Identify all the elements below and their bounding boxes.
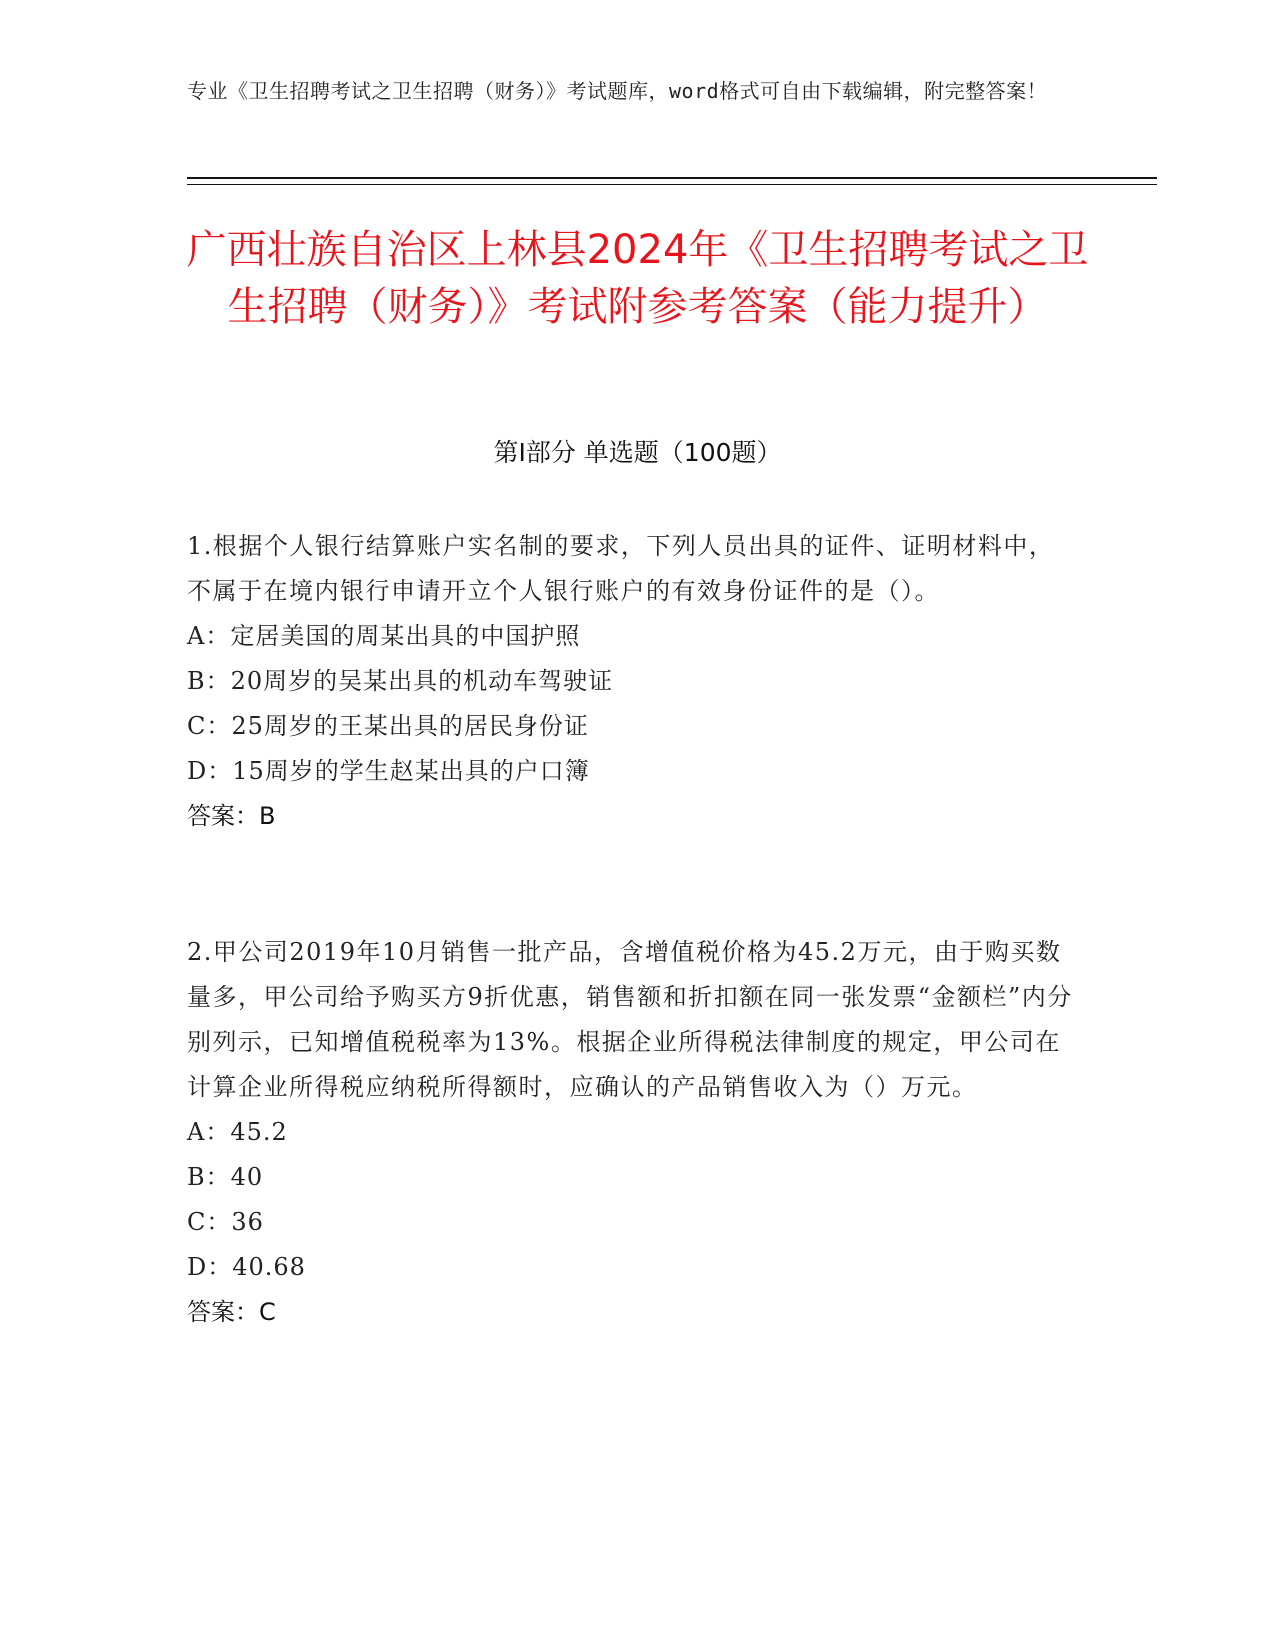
option-b: B：20周岁的吴某出具的机动车驾驶证 [187,667,614,695]
option-d: D：15周岁的学生赵某出具的户口簿 [187,757,590,785]
option-d: D：40.68 [187,1253,306,1281]
option-c: C：25周岁的王某出具的居民身份证 [187,712,589,740]
option-b: B：40 [187,1163,264,1191]
section-heading: 第Ⅰ部分 单选题（100题） [493,438,782,467]
question-stem: 2.甲公司2019年10月销售一批产品，含增值税价格为45.2万元，由于购买数量多，甲公司给予购买方9折优惠，销售额和折扣额在同一张发票“金额栏”内分别列示，已知增值税税率为13%。根据企业所得税法律制度的规定，甲公司在计算企业所得税应纳税所得额时，应确认的产品销售收入为（）万元。 [187,938,1073,1101]
document-title: 广西壮族自治区上林县2024年《卫生招聘考试之卫生招聘（财务）》考试附参考答案（能力提升） [186,227,1089,330]
option-a: A：45.2 [187,1118,288,1146]
option-c: C：36 [187,1208,264,1236]
answer: 答案：C [187,1298,276,1326]
header-rule-thick [187,177,1157,179]
header-rule-thin [187,184,1157,185]
question-1 [187,524,1077,839]
question-2 [187,930,1077,1335]
answer: 答案：B [187,802,276,830]
question-stem: 1.根据个人银行结算账户实名制的要求，下列人员出具的证件、证明材料中，不属于在境内银行申请开立个人银行账户的有效身份证件的是（）。 [187,532,1055,605]
header-note: 专业《卫生招聘考试之卫生招聘（财务）》考试题库，word格式可自由下载编辑，附完整答案！ [187,79,1048,103]
option-a: A：定居美国的周某出具的中国护照 [187,622,581,650]
